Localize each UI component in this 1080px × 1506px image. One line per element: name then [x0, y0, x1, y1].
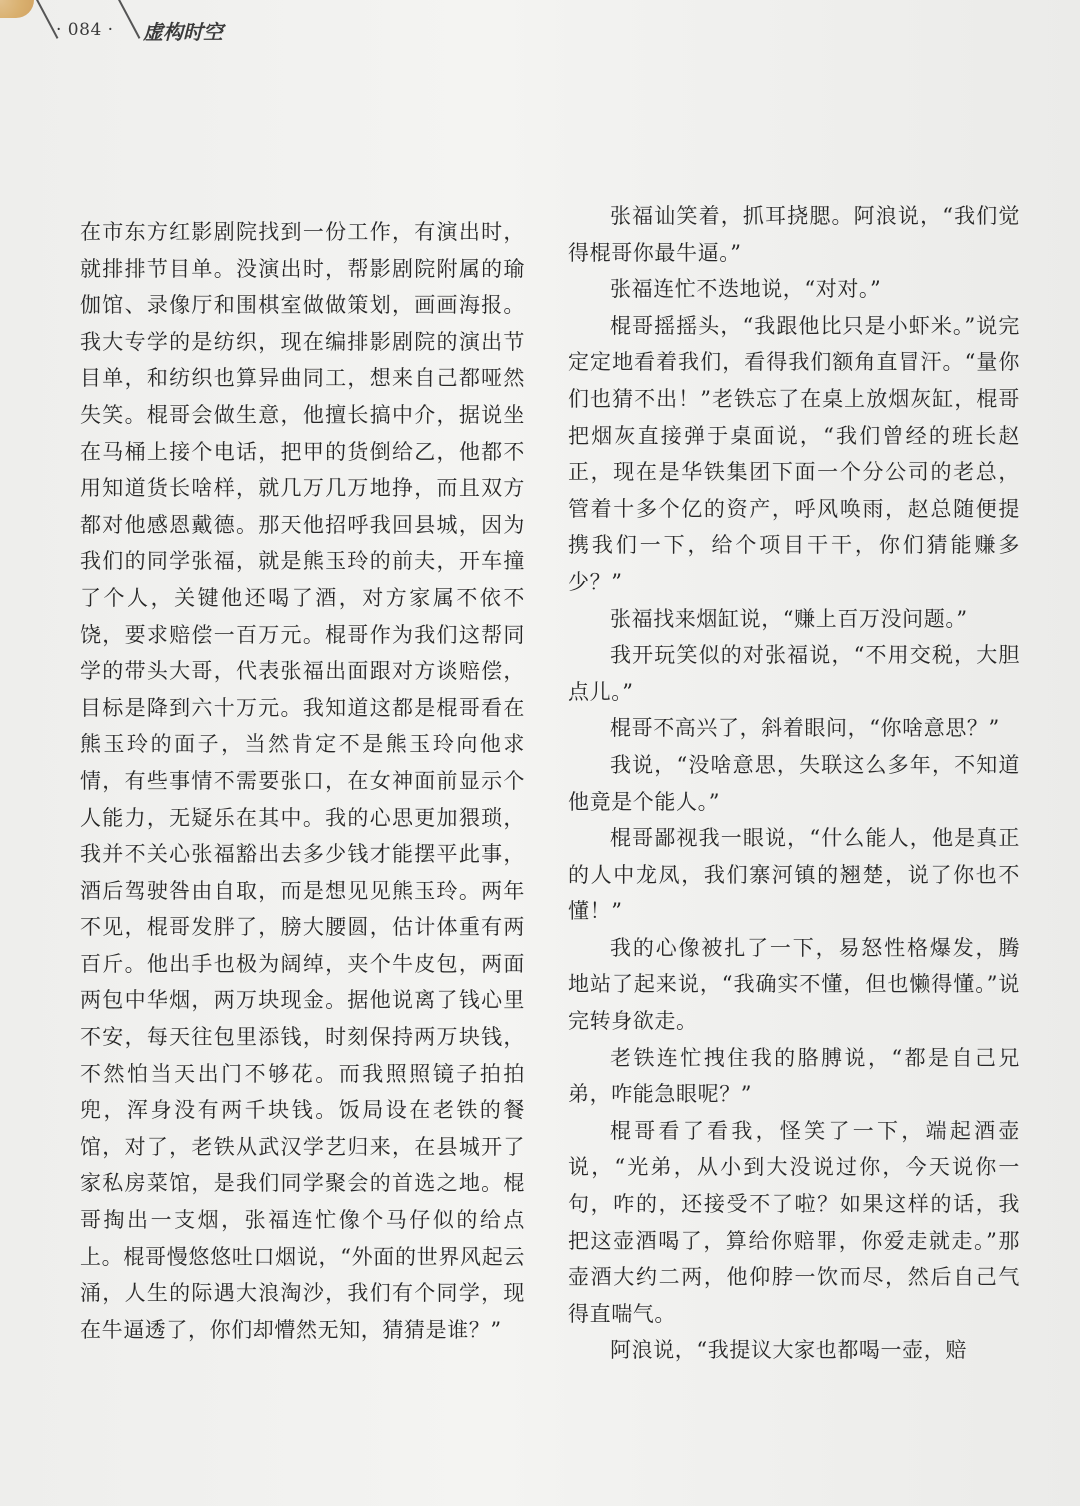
left-column-paragraph: 在市东方红影剧院找到一份工作，有演出时，就排排节目单。没演出时，帮影剧院附属的瑜伽馆、录像厅和围棋室做做策划，画画海报。我大专学的是纺织，现在编排影剧院的演出节目单，和纺织也算异曲同工，想来自己都哑然失笑。棍哥会做生意，他擅长搞中介，据说坐在马桶上接个电话，把甲的货倒给乙，他都不用知道货长啥样，就几万几万地挣，而且双方都对他感恩戴德。那天他招呼我回县城，因为我们的同学张福，就是熊玉玲的前夫，开车撞了个人，关键他还喝了酒，对方家属不依不饶，要求赔偿一百万元。棍哥作为我们这帮同学的带头大哥，代表张福出面跟对方谈赔偿，目标是降到六十万元。我知道这都是棍哥看在熊玉玲的面子，当然肯定不是熊玉玲向他求情，有些事情不需要张口，在女神面前显示个人能力，无疑乐在其中。我的心思更加猥琐，我并不关心张福豁出去多少钱才能摆平此事，酒后驾驶咎由自取，而是想见见熊玉玲。两年不见，棍哥发胖了，膀大腰圆，估计体重有两百斤。他出手也极为阔绰，夹个牛皮包，两面两包中华烟，两万块现金。据他说离了钱心里不安，每天往包里添钱，时刻保持两万块钱，不然怕当天出门不够花。而我照照镜子拍拍兜，浑身没有两千块钱。饭局设在老铁的餐馆，对了，老铁从武汉学艺归来，在县城开了家私房菜馆，是我们同学聚会的首选之地。棍哥掏出一支烟，张福连忙像个马仔似的给点上。棍哥慢悠悠吐口烟说，“外面的世界风起云涌，人生的际遇大浪淘沙，我们有个同学，现在牛逼透了，你们却懵然无知，猜猜是谁？” — [80, 220, 525, 1342]
right-column — [568, 198, 1020, 1369]
page-number: · 084 · — [56, 20, 114, 40]
section-title: 虚构时空 — [143, 20, 223, 44]
right-paragraph-11: 棍哥看了看我，怪笑了一下，端起酒壶说，“光弟，从小到大没说过你，今天说你一句，咋的，还接受不了啦？如果这样的话，我把这壶酒喝了，算给你赔罪，你爱走就走。”那壶酒大约二两，他仰脖一饮而尽，然后自己气得直喘气。 — [568, 1118, 1020, 1326]
right-paragraph-8: 棍哥鄙视我一眼说，“什么能人，他是真正的人中龙凤，我们寨河镇的翘楚，说了你也不懂！” — [568, 826, 1020, 924]
right-paragraph-5: 我开玩笑似的对张福说，“不用交税，大胆点儿。” — [568, 643, 1020, 704]
right-paragraph-1: 张福讪笑着，抓耳挠腮。阿浪说，“我们觉得棍哥你最牛逼。” — [568, 204, 1020, 265]
right-paragraph-7: 我说，“没啥意思，失联这么多年，不知道他竟是个能人。” — [568, 752, 1020, 814]
right-paragraph-10: 老铁连忙拽住我的胳膊说，“都是自己兄弟，咋能急眼呢？” — [568, 1045, 1020, 1107]
right-paragraph-6: 棍哥不高兴了，斜着眼问，“你啥意思？” — [610, 716, 1000, 741]
right-paragraph-2: 张福连忙不迭地说，“对对。” — [610, 277, 882, 302]
right-paragraph-12: 阿浪说，“我提议大家也都喝一壶，赔 — [610, 1338, 967, 1363]
right-paragraph-3: 棍哥摇摇头，“我跟他比只是小虾米。”说完定定地看着我们，看得我们额角直冒汗。“量你们也猜不出！”老铁忘了在桌上放烟灰缸，棍哥把烟灰直接弹于桌面说，“我们曾经的班长赵正，现在是华铁集团下面一个分公司的老总，管着十多个亿的资产，呼风唤雨，赵总随便提携我们一下，给个项目干干，你们猜能赚多少？” — [568, 313, 1020, 594]
right-paragraph-9: 我的心像被扎了一下，易怒性格爆发，腾地站了起来说，“我确实不懂，但也懒得懂。”说完转身欲走。 — [568, 935, 1020, 1034]
right-paragraph-4: 张福找来烟缸说，“赚上百万没问题。” — [610, 606, 968, 631]
left-column — [80, 214, 525, 1348]
